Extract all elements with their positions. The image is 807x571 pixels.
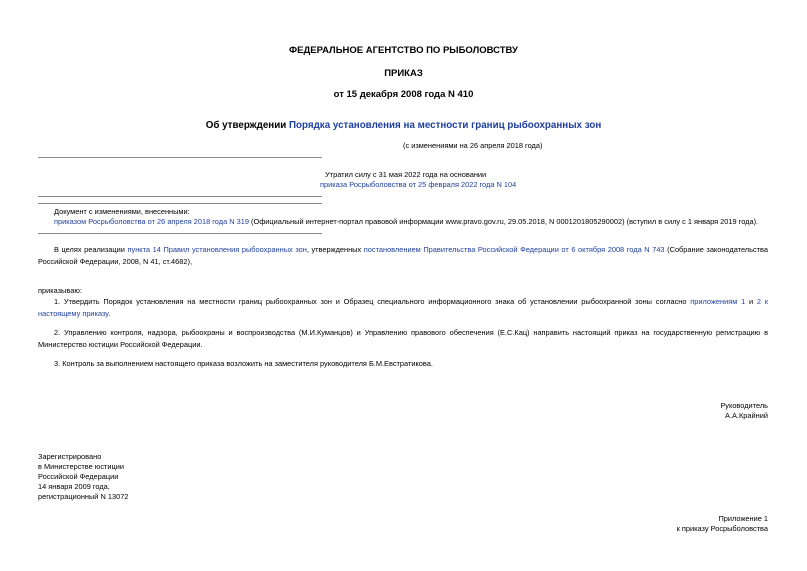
appendix-1-link[interactable]: приложениям 1 (690, 297, 746, 306)
order-item-1 (38, 296, 768, 320)
preamble-text-1: В целях реализации (54, 245, 128, 254)
registration-line-2: в Министерстве юстиции (38, 462, 125, 471)
order-item-3: 3. Контроль за выполнением настоящего приказа возложить на заместителя руководителя Б.М.Евстратикова. (54, 359, 433, 368)
divider-4 (38, 233, 322, 234)
signature-position: Руководитель (720, 401, 768, 410)
document-type: ПРИКАЗ (384, 68, 423, 79)
title-prefix: Об утверждении (205, 120, 289, 131)
changes-line (54, 217, 758, 226)
document-date-number: от 15 декабря 2008 года N 410 (333, 89, 474, 100)
item-1-and: и (745, 297, 757, 306)
changes-rest: (Официальный интернет-портал правовой информации www.pravo.gov.ru, 29.05.2018, N 0001201805290002) (вступил в силу с 1 января 2019 года). (248, 217, 759, 226)
registration-line-4: 14 января 2009 года, (38, 482, 110, 491)
registration-line-5: регистрационный N 13072 (38, 492, 129, 501)
order-item-2: 2. Управлению контроля, надзора, рыбоохраны и воспроизводства (М.И.Куманцов) и Управлению правового обеспечения (Е.С.Кац) направить настоящий приказ на государственную регистрацию в Министерство юстиции Российской Федерации. (38, 328, 768, 349)
void-notice-link[interactable]: приказа Росрыболовства от 25 февраля 2022 года N 104 (320, 180, 517, 189)
document-title (0, 120, 807, 131)
signature-name: А.А.Крайний (725, 411, 768, 420)
void-notice-text: Утратил силу с 31 мая 2022 года на основании (325, 170, 487, 179)
amendments-note: (с изменениями на 26 апреля 2018 года) (403, 141, 543, 150)
title-link[interactable]: Порядка установления на местности границ рыбоохранных зон (288, 120, 602, 131)
registration-line-3: Российской Федерации (38, 472, 119, 481)
item-1-end: . (108, 309, 111, 318)
divider-2 (38, 196, 322, 197)
appendix-label: Приложение 1 (718, 514, 768, 523)
divider-3 (38, 203, 322, 204)
preamble-text-2: , утвержденных (306, 245, 364, 254)
divider-1 (38, 157, 322, 158)
agency-name: ФЕДЕРАЛЬНОЕ АГЕНТСТВО ПО РЫБОЛОВСТВУ (289, 45, 518, 56)
preamble-paragraph (38, 244, 768, 268)
changes-link[interactable]: приказом Росрыболовства от 26 апреля 2018 года N 319 (54, 217, 249, 226)
registration-line-1: Зарегистрировано (38, 452, 102, 461)
order-word: приказываю: (38, 286, 82, 295)
preamble-link-2[interactable]: постановлением Правительства Российской Федерации от 6 октября 2008 года N 743 (363, 245, 665, 254)
appendix-reference: к приказу Росрыболовства (676, 524, 768, 533)
preamble-text-3: (Собрание законодательства Российской Федерации, 2008, N 41, ст.4682), (38, 245, 769, 266)
changes-label: Документ с изменениями, внесенными: (54, 207, 190, 216)
item-1-text: 1. Утвердить Порядок установления на местности границ рыбоохранных зон и Образец специального информационного знака об установлении рыбоохранной зоны согласно (54, 297, 691, 306)
appendix-2-link[interactable]: 2 к настоящему приказу (38, 297, 768, 318)
preamble-link-1[interactable]: пункта 14 Правил установления рыбоохранных зон (127, 245, 307, 254)
